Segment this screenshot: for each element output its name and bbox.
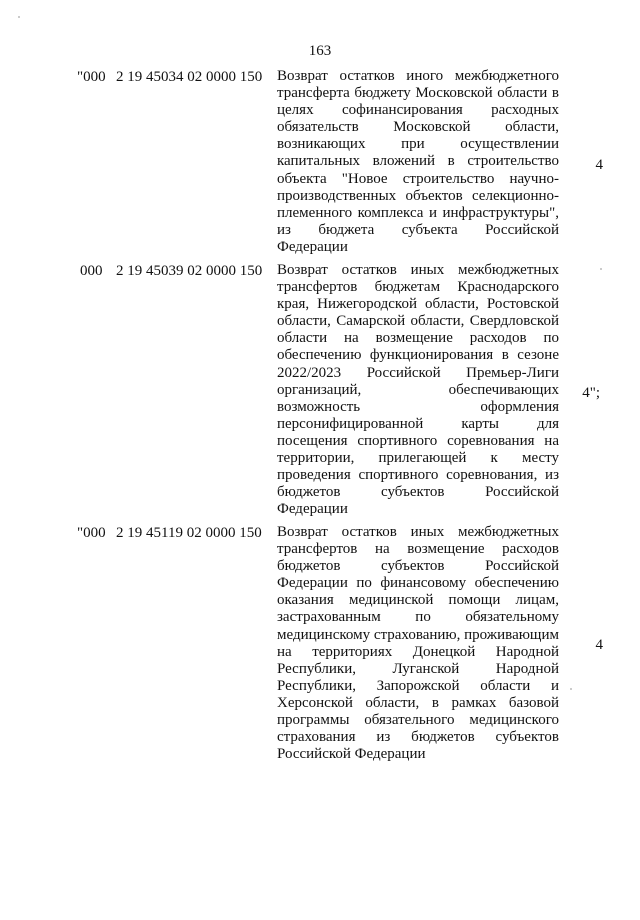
description-line: бюджетов субъектов Российской: [277, 484, 559, 501]
income-description: [277, 262, 559, 518]
description-line: области, Самарской области, Свердловской: [277, 313, 559, 330]
description-line: возможность оформления: [277, 398, 559, 415]
description-line: области на возмещение расходов по: [277, 330, 559, 347]
income-description: [277, 68, 559, 256]
description-line: организаций, обеспечивающих: [277, 381, 559, 398]
description-line: объекта "Новое строительство научно-: [277, 170, 559, 187]
budget-classification-code: 2 19 45039 02 0000 150: [116, 263, 263, 279]
description-line: возникающих при осуществлении: [277, 136, 559, 153]
description-line: из бюджета субъекта Российской: [277, 221, 559, 238]
description-line: медицинскому страхованию, проживающим: [277, 626, 559, 643]
description-line: Возврат остатков иных межбюджетных: [277, 262, 559, 278]
description-line: бюджетов субъектов Российской: [277, 558, 559, 575]
description-line: персонифицированной карты для: [277, 415, 559, 432]
description-line: программы обязательного медицинского: [277, 712, 559, 729]
code-prefix: 000: [80, 263, 103, 279]
amount-value: 4: [595, 157, 603, 173]
budget-classification-code: 2 19 45034 02 0000 150: [116, 69, 263, 85]
description-line: проведения спортивного соревнования, из: [277, 467, 559, 484]
description-line: застрахованным по обязательному: [277, 609, 559, 626]
description-line: Херсонской области, в рамках базовой: [277, 694, 559, 711]
scan-speck: [600, 268, 602, 270]
description-line: края, Нижегородской области, Ростовской: [277, 296, 559, 313]
description-line: обеспечению функционирования в сезоне: [277, 347, 559, 364]
description-line: страхования из бюджетов субъектов: [277, 729, 559, 746]
page-number: 163: [308, 43, 332, 59]
scan-speck: [570, 688, 572, 690]
description-line: 2022/2023 Российской Премьер-Лиги: [277, 364, 559, 381]
description-line: Возврат остатков иных межбюджетных: [277, 524, 559, 540]
description-line: обязательств Московской области,: [277, 119, 559, 136]
description-line: Возврат остатков иного межбюджетного: [277, 68, 559, 84]
description-line: племенного комплекса и инфраструктуры",: [277, 204, 559, 221]
description-line: Российской Федерации: [277, 746, 426, 763]
description-line: оказания медицинской помощи лицам,: [277, 592, 559, 609]
description-line: Федерации: [277, 501, 348, 518]
description-line: трансфертов на возмещение расходов: [277, 541, 559, 558]
amount-value: 4: [595, 637, 603, 653]
amount-value: 4";: [582, 385, 600, 401]
income-description: [277, 524, 559, 763]
description-line: целях софинансирования расходных: [277, 102, 559, 119]
description-line: производственных объектов селекционно-: [277, 187, 559, 204]
scan-speck: [18, 16, 20, 18]
description-line: трансферта бюджету Московской области в: [277, 85, 559, 102]
description-line: посещения спортивного соревнования на: [277, 432, 559, 449]
budget-classification-code: 2 19 45119 02 0000 150: [116, 525, 262, 541]
description-line: трансфертов бюджетам Краснодарского: [277, 279, 559, 296]
code-prefix: "000: [77, 525, 106, 541]
description-line: Республики, Луганской Народной: [277, 660, 559, 677]
description-line: капитальных вложений в строительство: [277, 153, 559, 170]
description-line: Республики, Запорожской области и: [277, 677, 559, 694]
description-line: Федерации: [277, 238, 348, 255]
description-line: на территориях Донецкой Народной: [277, 643, 559, 660]
code-prefix: "000: [77, 69, 106, 85]
description-line: Федерации по финансовому обеспечению: [277, 575, 559, 592]
description-line: территории, прилегающей к месту: [277, 450, 559, 467]
